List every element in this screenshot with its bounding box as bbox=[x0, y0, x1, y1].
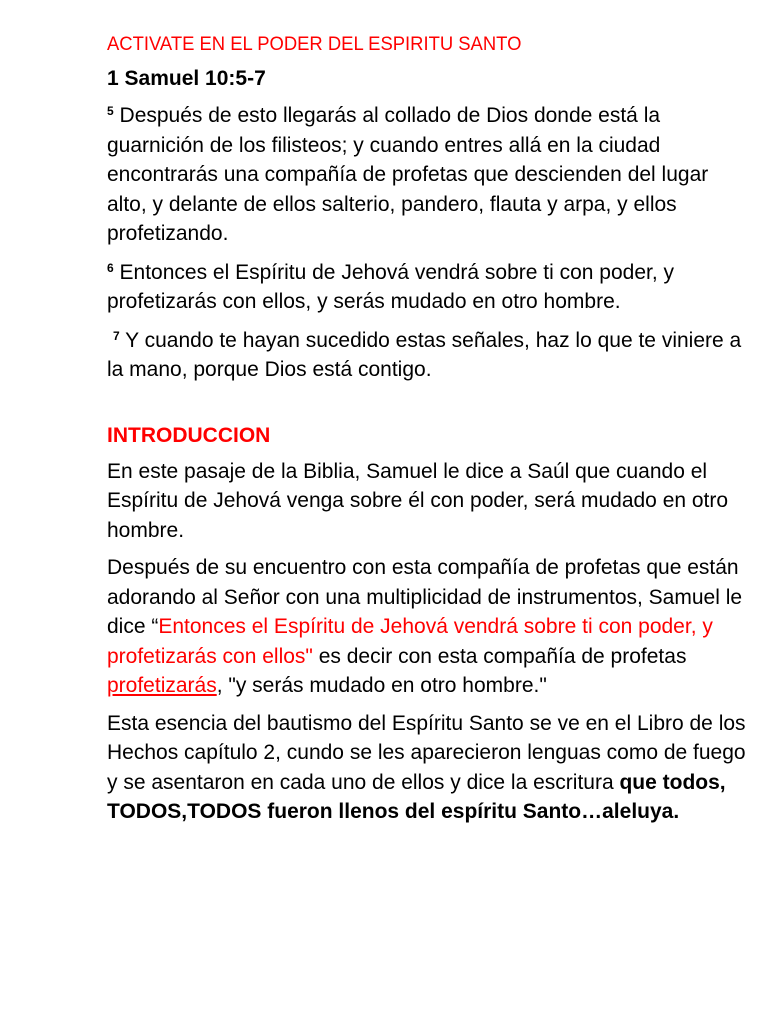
intro-paragraph-1: En este pasaje de la Biblia, Samuel le dice a Saúl que cuando el Espíritu de Jehová venga sobre él con poder, será mudado en otro hombre. bbox=[107, 459, 729, 542]
emphasis-text: que todos, TODOS,TODOS fueron llenos del espíritu Santo…aleluya. bbox=[107, 770, 726, 823]
paragraph-text: Esta esencia del bautismo del Espíritu Santo se ve en el Libro de los Hechos capítulo 2, cundo se les aparecieron lenguas como de fuego y se asentaron en cada uno de ellos y dice la escritura bbox=[107, 711, 746, 794]
verse-7 bbox=[107, 326, 747, 385]
verse-text: Después de esto llegarás al collado de Dios donde está la guarnición de los filisteos; y cuando entres allá en la ciudad encontrarás una compañía de profetas que descienden del lugar alto, y delante de ellos salterio, pandero, flauta y arpa, y ellos profetizando. bbox=[107, 104, 709, 245]
verse-6 bbox=[107, 258, 747, 317]
document-page bbox=[107, 30, 747, 835]
scripture-reference: 1 Samuel 10:5-7 bbox=[107, 67, 266, 90]
paragraph-text: Después de su encuentro con esta compañía de profetas que están adorando al Señor con una multiplicidad de instrumentos, Samuel le dice “ bbox=[107, 556, 743, 638]
verse-number: 7 bbox=[113, 328, 120, 343]
verse-5 bbox=[107, 101, 747, 249]
highlighted-quote: Entonces el Espíritu de Jehová vendrá sobre ti con poder, y profetizarás con ellos" bbox=[107, 615, 713, 668]
paragraph-text: es decir con esta compañía de profetas bbox=[312, 644, 687, 668]
profetizaras-link[interactable]: profetizarás bbox=[107, 674, 217, 697]
introduction-heading: INTRODUCCION bbox=[107, 423, 271, 447]
paragraph-text: , "y serás mudado en otro hombre." bbox=[216, 674, 547, 697]
intro-paragraph-2 bbox=[107, 553, 747, 701]
verse-text: Y cuando te hayan sucedido estas señales, haz lo que te viniere a la mano, porque Dios está contigo. bbox=[107, 328, 742, 381]
document-title: ACTIVATE EN EL PODER DEL ESPIRITU SANTO bbox=[107, 34, 522, 55]
intro-paragraph-3 bbox=[107, 709, 747, 827]
verse-text: Entonces el Espíritu de Jehová vendrá sobre ti con poder, y profetizarás con ellos, y serás mudado en otro hombre. bbox=[107, 260, 675, 313]
verse-number: 5 bbox=[107, 104, 114, 118]
verse-number: 6 bbox=[107, 260, 114, 275]
